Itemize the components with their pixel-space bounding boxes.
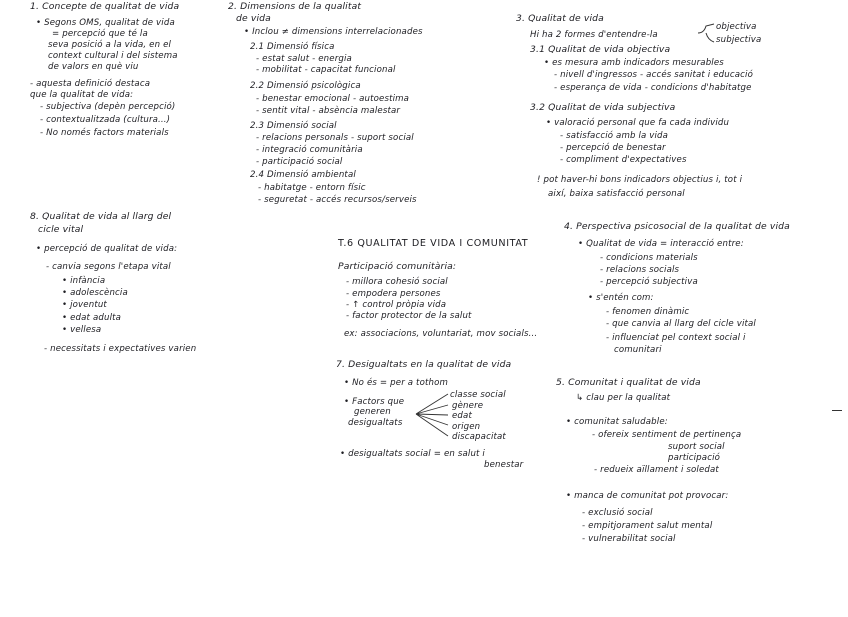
- s2-line: • Inclou ≠ dimensions interrelacionades: [244, 27, 423, 37]
- s1-line: • Segons OMS, qualitat de vida: [36, 18, 175, 28]
- s3-branch: objectiva: [716, 22, 757, 32]
- s1-line: de valors en què viu: [48, 62, 139, 72]
- s6-line: - millora cohesió social: [346, 277, 448, 287]
- s3-line: • es mesura amb indicadors mesurables: [544, 58, 724, 68]
- s2-line: - estat salut - energia: [256, 54, 352, 64]
- s2-line: - relacions personals - suport social: [256, 133, 414, 143]
- pen-stroke: [832, 410, 842, 411]
- s5-line: - ofereix sentiment de pertinença: [592, 430, 742, 440]
- s2-line: - seguretat - accés recursos/serveis: [258, 195, 417, 205]
- s7-factor: origen: [452, 422, 481, 432]
- s7-line: benestar: [484, 460, 524, 470]
- s3-line: • valoració personal que fa cada individu: [546, 118, 730, 128]
- s7-factor: classe social: [450, 390, 506, 400]
- s3-line: - compliment d'expectatives: [560, 155, 687, 165]
- s3-line: - percepció de benestar: [560, 143, 666, 153]
- s4-heading: 4. Perspectiva psicosocial de la qualitat de vida: [564, 221, 790, 232]
- s6-heading: Participació comunitària:: [338, 261, 457, 272]
- s7-factor: discapacitat: [452, 432, 506, 442]
- s4-line: comunitari: [614, 345, 662, 355]
- s1-line: que la qualitat de vida:: [30, 90, 134, 100]
- s5-sub: ↳ clau per la qualitat: [576, 393, 671, 403]
- s7-line: • No és = per a tothom: [344, 378, 449, 388]
- s5-line: - vulnerabilitat social: [582, 534, 676, 544]
- s7-line: desigualtats: [348, 418, 403, 428]
- s2-line: - habitatge - entorn físic: [258, 183, 366, 193]
- s1-line: - subjectiva (depèn percepció): [40, 102, 176, 112]
- s5-line: - redueix aïllament i soledat: [594, 465, 719, 475]
- s3-note: ! pot haver-hi bons indicadors objectius i, tot i: [537, 175, 743, 185]
- s5-heading: 5. Comunitat i qualitat de vida: [556, 377, 701, 388]
- s2-subheading: 2.1 Dimensió física: [250, 42, 335, 52]
- s8-line: • percepció de qualitat de vida:: [36, 244, 178, 254]
- s2-subheading: 2.3 Dimensió social: [250, 121, 337, 131]
- s2-heading-cont: de vida: [236, 13, 271, 24]
- s8-stage: • joventut: [62, 300, 107, 310]
- s3-line: - satisfacció amb la vida: [560, 131, 669, 141]
- s4-line: - relacions socials: [600, 265, 680, 275]
- s3-line: Hi ha 2 formes d'entendre-la: [530, 30, 658, 40]
- s1-line: - No només factors materials: [40, 128, 169, 138]
- s5-line: • manca de comunitat pot provocar:: [566, 491, 729, 501]
- s4-line: - percepció subjectiva: [600, 277, 698, 287]
- s7-line: • Factors que: [344, 397, 405, 407]
- s6-line: - factor protector de la salut: [346, 311, 472, 321]
- s1-line: seva posició a la vida, en el: [48, 40, 172, 50]
- s5-line: participació: [668, 453, 721, 463]
- s3-note: així, baixa satisfacció personal: [548, 189, 685, 199]
- s4-line: - influenciat pel context social i: [606, 333, 746, 343]
- s4-line: • s'entén com:: [588, 293, 654, 303]
- s2-subheading: 2.2 Dimensió psicològica: [250, 81, 361, 91]
- s2-subheading: 2.4 Dimensió ambiental: [250, 170, 356, 180]
- s8-stage: • edat adulta: [62, 313, 122, 323]
- s7-factor: gènere: [452, 401, 484, 411]
- s1-line: - aquesta definició destaca: [30, 79, 151, 89]
- s2-line: - mobilitat - capacitat funcional: [256, 65, 396, 75]
- s3-heading: 3. Qualitat de vida: [516, 13, 604, 24]
- s8-heading: 8. Qualitat de vida al llarg del: [30, 211, 172, 222]
- s8-line: - necessitats i expectatives varien: [44, 344, 197, 354]
- s4-line: - que canvia al llarg del cicle vital: [606, 319, 756, 329]
- s7-factor: edat: [452, 411, 472, 421]
- s3-subheading: 3.1 Qualitat de vida objectiva: [530, 44, 671, 55]
- branch-bracket-icon: [696, 22, 716, 44]
- s4-line: - condicions materials: [600, 253, 698, 263]
- s8-line: - canvia segons l'etapa vital: [46, 262, 171, 272]
- s2-line: - participació social: [256, 157, 343, 167]
- s8-stage: • vellesa: [62, 325, 102, 335]
- s6-line: - ↑ control pròpia vida: [346, 300, 447, 310]
- s3-line: - nivell d'ingressos - accés sanitat i educació: [554, 70, 753, 80]
- factors-fan-icon: [414, 392, 450, 440]
- s1-line: = percepció que té la: [52, 29, 148, 39]
- s4-line: - fenomen dinàmic: [606, 307, 690, 317]
- s1-line: context cultural i del sistema: [48, 51, 178, 61]
- s3-subheading: 3.2 Qualitat de vida subjectiva: [530, 102, 676, 113]
- s2-line: - integració comunitària: [256, 145, 363, 155]
- s3-branch: subjectiva: [716, 35, 762, 45]
- s6-example: ex: associacions, voluntariat, mov socials...: [344, 329, 538, 339]
- s7-line: generen: [354, 407, 391, 417]
- s6-line: - empodera persones: [346, 289, 441, 299]
- s7-heading: 7. Desigualtats en la qualitat de vida: [336, 359, 512, 370]
- page-title: T.6 QUALITAT DE VIDA I COMUNITAT: [338, 238, 529, 249]
- s2-line: - sentit vital - absència malestar: [256, 106, 401, 116]
- s5-line: - exclusió social: [582, 508, 653, 518]
- s1-heading: 1. Concepte de qualitat de vida: [30, 1, 180, 12]
- s8-heading-cont: cicle vital: [38, 224, 84, 235]
- s7-line: • desigualtats social = en salut i: [340, 449, 485, 459]
- s1-line: - contextualitzada (cultura...): [40, 115, 171, 125]
- s5-line: - empitjorament salut mental: [582, 521, 713, 531]
- s8-stage: • adolescència: [62, 288, 128, 298]
- s2-line: - benestar emocional - autoestima: [256, 94, 410, 104]
- s5-line: • comunitat saludable:: [566, 417, 668, 427]
- s3-line: - esperança de vida - condicions d'habitatge: [554, 83, 752, 93]
- s8-stage: • infància: [62, 276, 106, 286]
- s2-heading: 2. Dimensions de la qualitat: [228, 1, 362, 12]
- s5-line: suport social: [668, 442, 725, 452]
- s4-line: • Qualitat de vida = interacció entre:: [578, 239, 744, 249]
